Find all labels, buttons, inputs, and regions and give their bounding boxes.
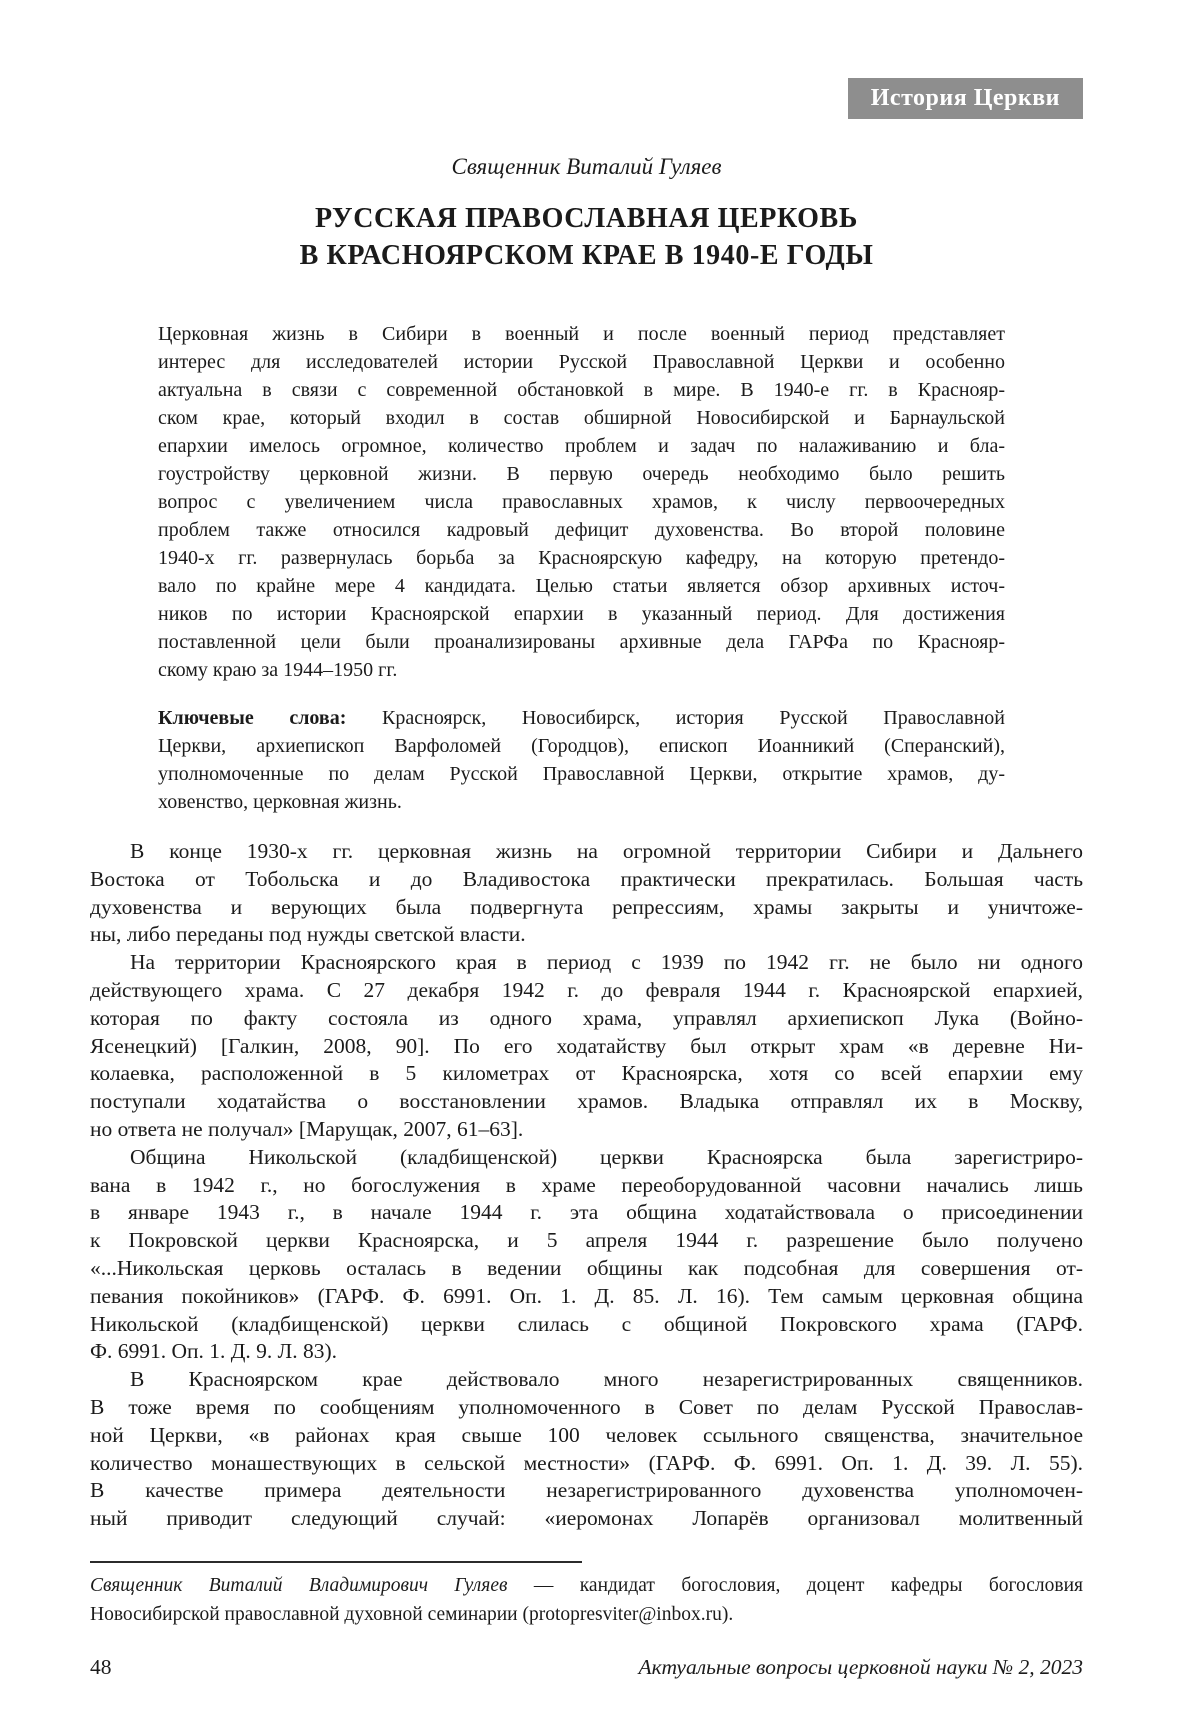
text-line: В Красноярском крае действовало много незарегистрированных священников. xyxy=(130,1367,1083,1392)
text-line: В КРАСНОЯРСКОМ КРАЕ В 1940-Е ГОДЫ xyxy=(299,240,874,271)
text-line: Ясенецкий) [Галкин, 2008, 90]. По его ходатайству был открыт храм «в деревне Ни- xyxy=(90,1033,1083,1058)
text-line: ной Церкви, «в районах края свыше 100 человек ссыльного священства, значительное xyxy=(90,1422,1083,1447)
text-line: Община Никольской (кладбищенской) церкви Красноярска была зарегистриро- xyxy=(130,1144,1083,1169)
text-line: ховенство, церковная жизнь. xyxy=(158,791,402,813)
author-line: Священник Виталий Гуляев xyxy=(451,154,722,179)
page-number: 48 xyxy=(90,1655,112,1679)
text-line: 1940-х гг. развернулась борьба за Красноярскую кафедру, на которую претендо- xyxy=(158,547,1005,569)
text-line: в январе 1943 г., в начале 1944 г. эта община ходатайствовала о присоединении xyxy=(90,1200,1083,1225)
text-line: количество монашествующих в сельской местности» (ГАРФ. Ф. 6991. Оп. 1. Д. 39. Л. 55). xyxy=(90,1450,1083,1475)
text-line: РУССКАЯ ПРАВОСЛАВНАЯ ЦЕРКОВЬ xyxy=(315,203,858,234)
body-paragraph xyxy=(90,949,1083,1144)
text-line: певания покойников» (ГАРФ. Ф. 6991. Оп. 1. Д. 85. Л. 16). Тем самым церковная община xyxy=(90,1283,1083,1308)
text-line: Священник Виталий Владимирович Гуляев — кандидат богословия, доцент кафедры богословия xyxy=(90,1574,1083,1596)
text-line: проблем также относился кадровый дефицит духовенства. Во второй половине xyxy=(158,519,1005,541)
text-line: уполномоченные по делам Русской Православной Церкви, открытие храмов, ду- xyxy=(158,763,1005,785)
text-line: действующего храма. С 27 декабря 1942 г. до февраля 1944 г. Красноярской епархией, xyxy=(90,977,1083,1002)
text-line: духовенства и верующих была подвергнута репрессиям, храмы закрыты и уничтоже- xyxy=(90,894,1083,919)
text-line: Ф. 6991. Оп. 1. Д. 9. Л. 83). xyxy=(90,1339,338,1364)
text-line: Новосибирской православной духовной семинарии (protopresviter@inbox.ru). xyxy=(90,1603,734,1625)
text-line: В конце 1930-х гг. церковная жизнь на огромной территории Сибири и Дальнего xyxy=(130,839,1083,863)
body-paragraph xyxy=(90,1366,1083,1533)
text-line: вана в 1942 г., но богослужения в храме переоборудованной часовни начались лишь xyxy=(90,1172,1083,1197)
text-line: ников по истории Красноярской епархии в указанный период. Для достижения xyxy=(158,603,1005,625)
text-line: В тоже время по сообщениям уполномоченного в Совет по делам Русской Православ- xyxy=(90,1394,1083,1419)
text-line: гоустройству церковной жизни. В первую очередь необходимо было решить xyxy=(158,463,1005,485)
header-row xyxy=(90,78,1083,119)
text-line: поступали ходатайства о восстановлении храмов. Владыка отправлял их в Москву, xyxy=(90,1089,1083,1114)
text-line: епархии имелось огромное, количество проблем и задач по налаживанию и бла- xyxy=(158,435,1005,457)
keywords xyxy=(158,704,1005,816)
text-line: В качестве примера деятельности незарегистрированного духовенства уполномочен- xyxy=(90,1478,1083,1503)
abstract xyxy=(158,320,1005,684)
section-badge: История Церкви xyxy=(848,78,1083,119)
text-line: поставленной цели были проанализированы архивные дела ГАРФа по Краснояр- xyxy=(158,631,1005,653)
journal-title: Актуальные вопросы церковной науки № 2, 2023 xyxy=(638,1655,1083,1679)
text-line: ны, либо переданы под нужды светской власти. xyxy=(90,922,526,947)
text-line: Церкви, архиепископ Варфоломей (Городцов), епископ Иоанникий (Сперанский), xyxy=(158,735,1005,757)
page-footer xyxy=(90,1654,1083,1680)
body-paragraph xyxy=(90,1144,1083,1366)
text-line: которая по факту состояла из одного храма, управлял архиепископ Лука (Войно- xyxy=(90,1005,1083,1030)
text-line: ный приводит следующий случай: «иеромонах Лопарёв организовал молитвенный xyxy=(90,1506,1083,1531)
text-line: На территории Красноярского края в период с 1939 по 1942 гг. не было ни одного xyxy=(130,950,1083,975)
text-line: вало по крайне мере 4 кандидата. Целью статьи является обзор архивных источ- xyxy=(158,575,1005,597)
footnote-separator xyxy=(90,1561,582,1563)
text-line: Церковная жизнь в Сибири в военный и после военный период представляет xyxy=(158,323,1005,345)
article-body xyxy=(90,838,1083,1533)
body-paragraph xyxy=(90,838,1083,949)
text-line: к Покровской церкви Красноярска, и 5 апреля 1944 г. разрешение было получено xyxy=(90,1228,1083,1253)
article-title xyxy=(90,200,1083,274)
text-line: Никольской (кладбищенской) церкви слилась с общиной Покровского храма (ГАРФ. xyxy=(90,1311,1083,1336)
text-line: вопрос с увеличением числа православных храмов, к числу первоочередных xyxy=(158,491,1005,513)
text-line: актуальна в связи с современной обстановкой в мире. В 1940-е гг. в Краснояр- xyxy=(158,379,1005,401)
text-line: Востока от Тобольска и до Владивостока практически прекратилась. Большая часть xyxy=(90,866,1083,891)
text-line: Ключевые слова: Красноярск, Новосибирск, история Русской Православной xyxy=(158,707,1005,729)
footnote xyxy=(90,1571,1083,1629)
text-line: скому краю за 1944–1950 гг. xyxy=(158,659,398,681)
text-line: колаевка, расположенной в 5 километрах от Красноярска, хотя со всей епархии ему xyxy=(90,1061,1083,1086)
text-line: интерес для исследователей истории Русской Православной Церкви и особенно xyxy=(158,351,1005,373)
text-line: ском крае, который входил в состав обширной Новосибирской и Барнаульской xyxy=(158,407,1005,429)
text-line: «...Никольская церковь осталась в ведении общины как подсобная для совершения от- xyxy=(90,1255,1083,1280)
text-line: но ответа не получал» [Марущак, 2007, 61–63]. xyxy=(90,1116,524,1141)
